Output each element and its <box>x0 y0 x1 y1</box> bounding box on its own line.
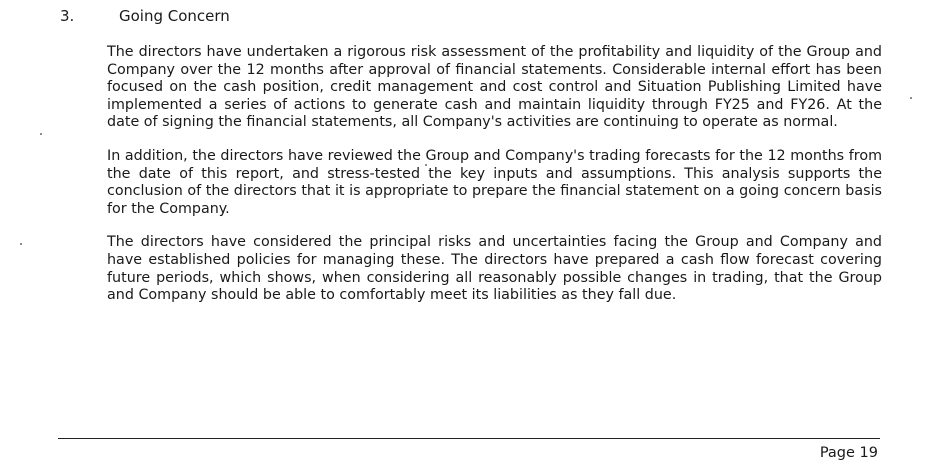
section-title: Going Concern <box>119 7 230 25</box>
paragraph-principal-risks: The directors have considered the principal risks and uncertainties facing the Group and Company and have established policies for managing these. The directors have prepared a cash flow forecast covering future periods, which shows, when considering all reasonably possible changes in trading, that the Group and Company should be able to comfortably meet its liabilities as they fall due. <box>107 234 882 304</box>
scan-speck <box>910 97 912 99</box>
scan-speck <box>425 164 427 166</box>
page-number: Page 19 <box>819 445 878 461</box>
scan-speck <box>20 243 22 245</box>
section-number: 3. <box>60 7 75 25</box>
section-heading <box>60 6 230 26</box>
scan-speck <box>40 133 42 135</box>
paragraph-trading-forecasts: In addition, the directors have reviewed the Group and Company's trading forecasts for the 12 months from the date of this report, and stress-tested the key inputs and assumptions. This analysis supports the conclusion of the directors that it is appropriate to prepare the financial statement on a going concern basis for the Company. <box>107 147 882 217</box>
footer-divider <box>58 438 880 439</box>
paragraph-risk-assessment: The directors have undertaken a rigorous risk assessment of the profitability and liquidity of the Group and Company over the 12 months after approval of financial statements. Considerable internal effort has been focused on the cash position, credit management and cost control and Situation Publishing Limited have implemented a series of actions to generate cash and maintain liquidity through FY25 and FY26. At the date of signing the financial statements, all Company's activities are continuing to operate as normal. <box>107 44 882 131</box>
body-text <box>107 44 882 321</box>
